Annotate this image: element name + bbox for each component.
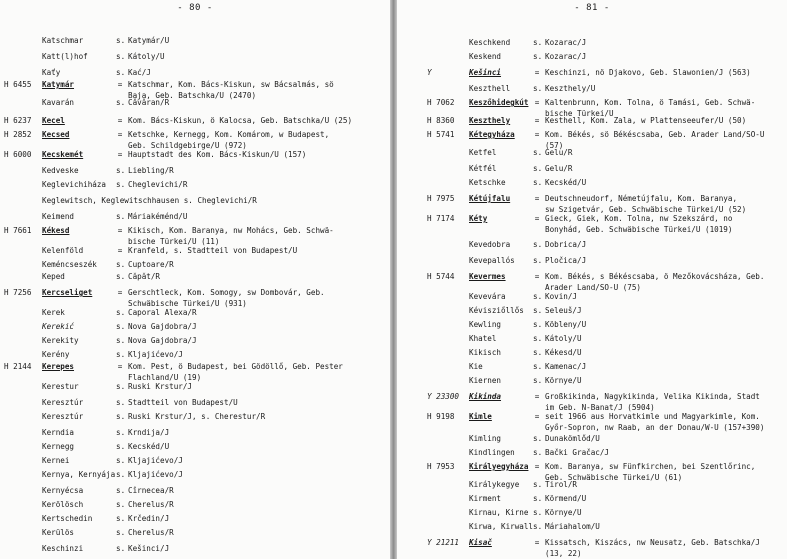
place-description: Gerschtleck, Kom. Somogy, sw Dombovár, Geb. Schwäbische Türkei/U (931) (128, 288, 325, 308)
relation-symbol: s. (116, 486, 126, 495)
place-name: Kerndia (42, 428, 75, 437)
relation-symbol: = (117, 130, 123, 139)
place-name: Kétfél (469, 164, 497, 173)
place-description: Kátoly/U (545, 334, 582, 343)
relation-symbol: s. (533, 480, 543, 489)
place-description: seit 1966 aus Horvatkimle und Magyarkimle, Kom. Győr-Sopron, nw Raab, an der Donau/W-U (157+390) (545, 412, 765, 432)
postal-code: H 6237 (4, 116, 32, 125)
relation-symbol: = (534, 116, 540, 125)
page-number: - 80 - (177, 3, 213, 13)
relation-symbol: s. (533, 38, 543, 47)
relation-symbol: s. (533, 334, 543, 343)
place-name: Keskend (469, 52, 502, 61)
place-description: Großkikinda, Nagykikinda, Velika Kikinda, Stadt im Geb. N-Banat/J (5904) (545, 392, 760, 412)
postal-code: H 5741 (427, 130, 455, 139)
place-description: Kljajićevo/J (128, 456, 183, 465)
place-name: Keschkend (469, 38, 511, 47)
relation-symbol: s. (533, 320, 543, 329)
place-name: Kerekić (42, 322, 75, 331)
place-description: Kljajićevo/J (128, 350, 183, 359)
relation-symbol: s. (116, 212, 126, 221)
relation-symbol: = (534, 272, 540, 281)
relation-symbol: s. (533, 148, 543, 157)
relation-symbol: = (117, 362, 123, 371)
place-name: Kelenföld (42, 246, 84, 255)
place-description: Bački Gračac/J (545, 448, 610, 457)
place-name: Kiernen (469, 376, 502, 385)
postal-code: H 7975 (427, 194, 455, 203)
place-name: Kimling (469, 434, 502, 443)
place-description: Kom. Baranya, sw Fünfkirchen, bei Szentlőrinc, Geb. Schwäbische Türkei/U (61) (545, 462, 756, 482)
place-description: Pločica/J (545, 256, 587, 265)
place-description: Keschinzi, nö Djakovo, Geb. Slawonien/J (563) (545, 68, 751, 77)
place-description: Máriakéménd/U (128, 212, 188, 221)
place-description: Cuptoare/R (128, 260, 174, 269)
relation-symbol: s. (533, 256, 543, 265)
place-description: Ketschke, Kernegg, Kom. Komárom, w Budapest, Geb. Schildgebirge/U (972) (128, 130, 330, 150)
place-name: Kernei (42, 456, 70, 465)
place-name: Keschinzi (42, 544, 84, 553)
postal-code: H 8360 (427, 116, 455, 125)
place-description: Kecskéd/U (128, 442, 170, 451)
place-description: Deutschneudorf, Németújfalu, Kom. Baranya, sw Szigetvár, Geb. Schwäbische Türkei/U (52) (545, 194, 747, 214)
place-name: Katymár (42, 80, 75, 89)
place-description: Kesthell, Kom. Zala, w Plattenseeufer/U (50) (545, 116, 747, 125)
place-description: Kać/J (128, 68, 151, 77)
place-name: Keméncseszék (42, 260, 97, 269)
place-description: Cheglevichi/R (128, 180, 188, 189)
relation-symbol: s. (533, 292, 543, 301)
place-name: Kirwa, Kirwall (469, 522, 534, 531)
place-description: Nova Gajdobra/J (128, 336, 197, 345)
place-name: Kikisch (469, 348, 502, 357)
relation-symbol: = (117, 116, 123, 125)
place-description: Cherelus/R (128, 528, 174, 537)
place-description: Katschmar, Kom. Bács-Kiskun, sw Bácsalmás, sö Baja, Geb. Batschka/U (2470) (128, 80, 334, 100)
place-name: Kerülös (42, 528, 75, 537)
relation-symbol: s. (116, 52, 126, 61)
relation-symbol: s. (116, 180, 126, 189)
place-description: Stadtteil von Budapest/U (128, 398, 238, 407)
place-description: Körmend/U (545, 494, 587, 503)
place-description: Liebling/R (128, 166, 174, 175)
relation-symbol: = (534, 98, 540, 107)
place-description: Kom. Békés, sö Békéscsaba, Geb. Arader Land/SO-U (57) (545, 130, 765, 150)
place-description: Tirol/R (545, 480, 578, 489)
place-name: Kecsed (42, 130, 70, 139)
place-name: Kešinci (469, 68, 502, 77)
relation-symbol: s. (533, 178, 543, 187)
relation-symbol: s. (533, 306, 543, 315)
place-description: Gieck, Giek, Kom. Tolna, nw Szekszárd, no Bonyhád, Geb. Schwäbische Türkei/U (1019) (545, 214, 733, 234)
place-description: Köbleny/U (545, 320, 587, 329)
place-description: Ruski Krstur/J, s. Cherestur/R (128, 412, 266, 421)
relation-symbol: = (534, 392, 540, 401)
place-name: Kie (469, 362, 483, 371)
place-name: Keszthely (469, 116, 511, 125)
relation-symbol: = (117, 288, 123, 297)
relation-symbol: s. (116, 514, 126, 523)
place-description: Gelu/R (545, 164, 573, 173)
place-name: Keglevichiháza (42, 180, 107, 189)
relation-symbol: s. (116, 166, 126, 175)
place-description: Hauptstadt des Kom. Bács-Kiskun/U (157) (128, 150, 307, 159)
relation-symbol: s. (116, 528, 126, 537)
place-name: Katschmar (42, 36, 84, 45)
place-name: Khatel (469, 334, 497, 343)
relation-symbol: s. (533, 376, 543, 385)
place-name: Keimend (42, 212, 75, 221)
place-description: Kom. Bács-Kiskun, ö Kalocsa, Geb. Batschka/U (25) (128, 116, 353, 125)
place-name: Kernya, Kernyája (42, 470, 116, 479)
relation-symbol: = (117, 80, 123, 89)
relation-symbol: s. (116, 68, 126, 77)
place-description: Kešinci/J (128, 544, 170, 553)
relation-symbol: s. (116, 336, 126, 345)
place-name: Kévisziőllős (469, 306, 524, 315)
relation-symbol: s. (533, 164, 543, 173)
place-description: Kom. Békés, s Békéscsaba, ö Mezőkovácsháza, Geb. Arader Land/SO-U (75) (545, 272, 765, 292)
place-description: Dobrica/J (545, 240, 587, 249)
postal-code: Y 23300 (427, 392, 460, 401)
place-name: Keszőhidegkút (469, 98, 529, 107)
relation-symbol: s. (116, 98, 126, 107)
place-description: Kecskéd/U (545, 178, 587, 187)
place-name: Kéty (469, 214, 488, 223)
book-gutter (390, 0, 397, 559)
place-description: Kovin/J (545, 292, 578, 301)
place-name: Kernyécsa (42, 486, 84, 495)
relation-symbol: = (534, 538, 540, 547)
relation-symbol: s. (116, 322, 126, 331)
place-description: Dunakömlőd/U (545, 434, 600, 443)
place-description: Kékesd/U (545, 348, 582, 357)
postal-code: H 2144 (4, 362, 32, 371)
relation-symbol: = (117, 150, 123, 159)
relation-symbol: s. (533, 522, 543, 531)
place-description: Ruski Krstur/J (128, 382, 193, 391)
place-name: Kercseliget (42, 288, 93, 297)
place-description: Katymár/U (128, 36, 170, 45)
place-name: Kerek (42, 308, 65, 317)
place-name: Kevedobra (469, 240, 511, 249)
place-description: Máriahalom/U (545, 522, 600, 531)
postal-code: H 7661 (4, 226, 32, 235)
place-name: Ketfel (469, 148, 497, 157)
place-name: Kevermes (469, 272, 506, 281)
relation-symbol: s. (116, 398, 126, 407)
relation-symbol: s. (116, 442, 126, 451)
place-name: Kavarán (42, 98, 75, 107)
place-description: Kaltenbrunn, Kom. Tolna, ö Tamási, Geb. Schwä- bische Türkei/U (545, 98, 756, 118)
relation-symbol: s. (533, 508, 543, 517)
relation-symbol: s. (533, 240, 543, 249)
place-description: Környe/U (545, 508, 582, 517)
place-name: Kimle (469, 412, 492, 421)
place-name: Kedveske (42, 166, 79, 175)
place-description: Kozarac/J (545, 38, 587, 47)
place-name: Katt(l)hof (42, 52, 88, 61)
relation-symbol: s. (116, 308, 126, 317)
place-name: Keped (42, 272, 65, 281)
relation-symbol: s. (116, 470, 126, 479)
relation-symbol: s. (116, 456, 126, 465)
place-name: Kewling (469, 320, 502, 329)
place-description: Környe/U (545, 376, 582, 385)
place-name: Kékesd (42, 226, 70, 235)
postal-code: H 7062 (427, 98, 455, 107)
place-name: Keszthell (469, 84, 511, 93)
relation-symbol: s. (116, 36, 126, 45)
relation-symbol: s. (533, 434, 543, 443)
postal-code: H 6455 (4, 80, 32, 89)
place-name: Kecel (42, 116, 65, 125)
place-description: Keszthely/U (545, 84, 596, 93)
relation-symbol: s. (533, 494, 543, 503)
relation-symbol: = (117, 226, 123, 235)
place-name: Kerekity (42, 336, 79, 345)
place-description: Nova Gajdobra/J (128, 322, 197, 331)
place-description: Kranfeld, s. Stadtteil von Budapest/U (128, 246, 298, 255)
relation-symbol: s. (533, 448, 543, 457)
place-description: Cherelus/R (128, 500, 174, 509)
relation-symbol: s. (116, 382, 126, 391)
place-name: Kertschedin (42, 514, 93, 523)
place-name: Kernegg (42, 442, 75, 451)
place-name: Kecskemét (42, 150, 84, 159)
relation-symbol: = (534, 194, 540, 203)
place-description: Kom. Pest, ö Budapest, bei Gödöllő, Geb. Pester Flachland/U (19) (128, 362, 343, 382)
place-description: Kljajićevo/J (128, 470, 183, 479)
place-description: Cǎvǎran/R (128, 98, 170, 107)
relation-symbol: s. (533, 84, 543, 93)
relation-symbol: = (117, 246, 123, 255)
place-name: Kikinda (469, 392, 502, 401)
left-page (0, 0, 390, 559)
place-description: Gelu/R (545, 148, 573, 157)
place-name: Kerölösch (42, 500, 84, 509)
relation-symbol: s. (533, 362, 543, 371)
postal-code: Y (427, 68, 432, 77)
place-name: Kerény (42, 350, 70, 359)
place-description: Căpăt/R (128, 272, 161, 281)
place-description: Seleuš/J (545, 306, 582, 315)
place-name: Keresztúr (42, 398, 84, 407)
place-name: Kevevára (469, 292, 506, 301)
place-name: Kevepallós (469, 256, 515, 265)
relation-symbol: = (534, 130, 540, 139)
place-name: Kétegyháza (469, 130, 515, 139)
place-description: Kamenac/J (545, 362, 587, 371)
relation-symbol: = (534, 462, 540, 471)
relation-symbol: s. (533, 348, 543, 357)
postal-code: H 7174 (427, 214, 455, 223)
relation-symbol: s. (116, 428, 126, 437)
place-name: Kisač (469, 538, 492, 547)
place-name: Kindlingen (469, 448, 515, 457)
place-description: Kozarac/J (545, 52, 587, 61)
place-name: Kétújfalu (469, 194, 511, 203)
right-page (397, 0, 787, 559)
place-name: Kirnau, Kirne (469, 508, 529, 517)
place-name: Kaťy (42, 68, 61, 77)
place-description: Krndija/J (128, 428, 170, 437)
place-description: Kissatsch, Kiszács, nw Neusatz, Geb. Batschka/J (13, 22) (545, 538, 760, 558)
relation-symbol: s. (116, 272, 126, 281)
postal-code: H 9198 (427, 412, 455, 421)
place-name: Királyegyháza (469, 462, 529, 471)
relation-symbol: = (534, 214, 540, 223)
place-description: Kátoly/U (128, 52, 165, 61)
place-description: Cîrnecea/R (128, 486, 174, 495)
relation-symbol: s. (116, 500, 126, 509)
page-number: - 81 - (574, 3, 610, 13)
postal-code: H 2852 (4, 130, 32, 139)
relation-symbol: s. (116, 412, 126, 421)
relation-symbol: = (534, 412, 540, 421)
relation-symbol: s. (116, 350, 126, 359)
relation-symbol: s. (116, 260, 126, 269)
relation-symbol: s. (533, 52, 543, 61)
place-name: Kerestur (42, 382, 79, 391)
place-description: Krčedin/J (128, 514, 170, 523)
place-name: Királykegye (469, 480, 520, 489)
place-description: Kikisch, Kom. Baranya, nw Mohács, Geb. Schwä- bische Türkei/U (11) (128, 226, 334, 246)
postal-code: Y 21211 (427, 538, 460, 547)
postal-code: H 7953 (427, 462, 455, 471)
place-name: Kerepes (42, 362, 75, 371)
place-name: Keresztúr (42, 412, 84, 421)
place-name: Kirment (469, 494, 502, 503)
place-name: Keglewitsch, Keglewitschhausen s. Cheglevichi/R (42, 196, 257, 205)
postal-code: H 6000 (4, 150, 32, 159)
postal-code: H 7256 (4, 288, 32, 297)
relation-symbol: = (534, 68, 540, 77)
relation-symbol: s. (116, 544, 126, 553)
place-name: Ketschke (469, 178, 506, 187)
postal-code: H 5744 (427, 272, 455, 281)
place-description: Caporal Alexa/R (128, 308, 197, 317)
